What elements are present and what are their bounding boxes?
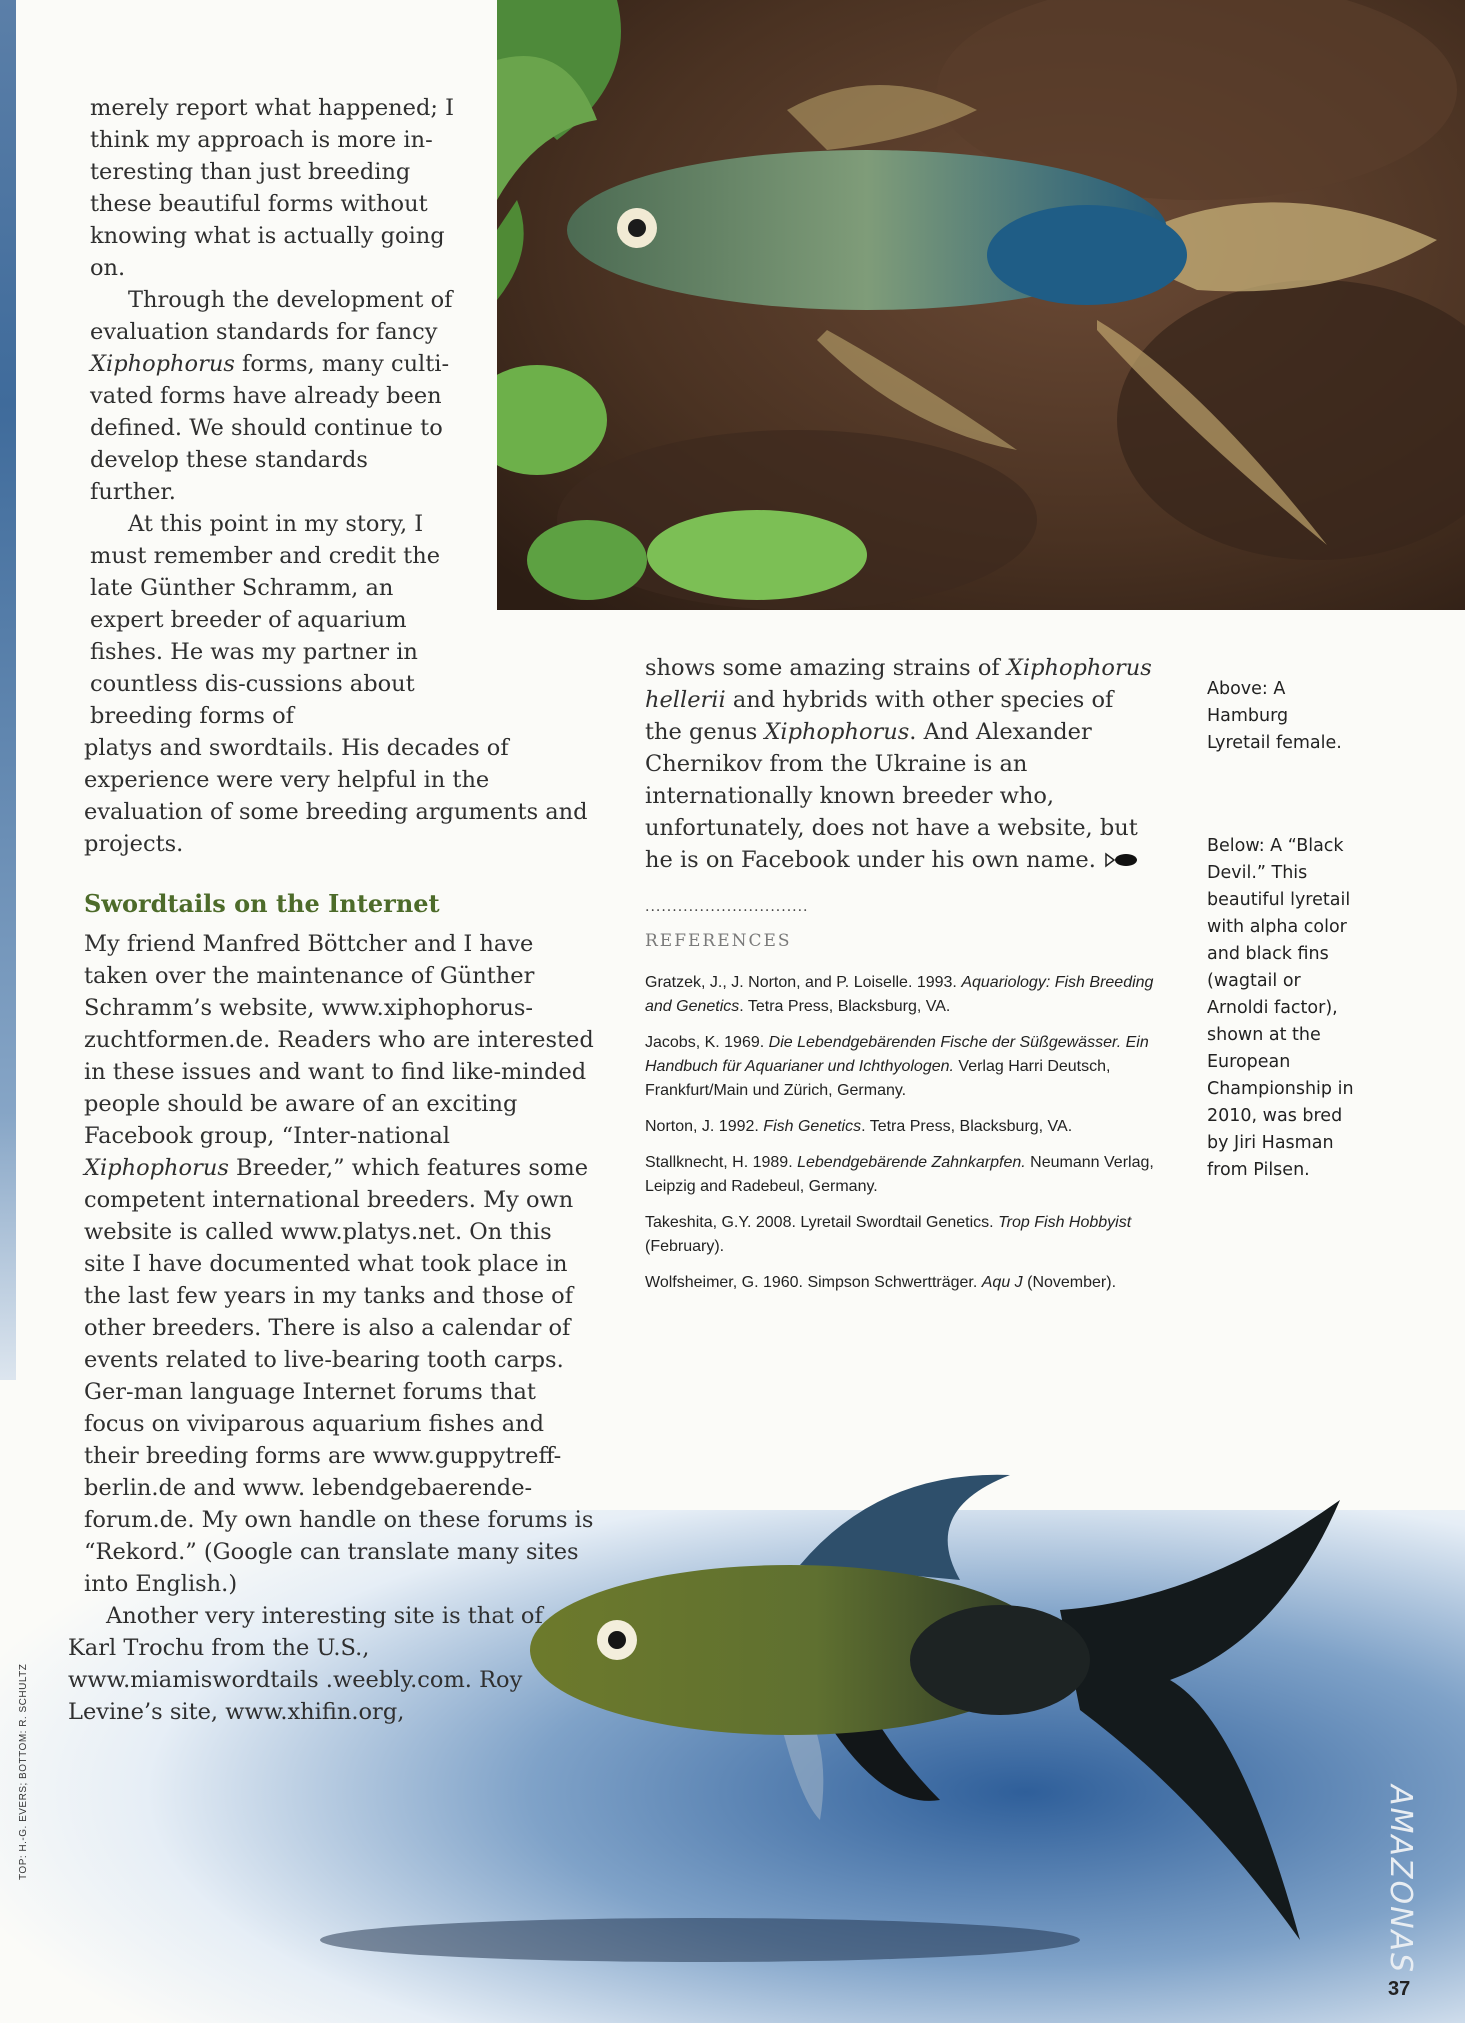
reference-title: Aquariology: Fish Breeding and Genetics — [645, 974, 1154, 1015]
photo-captions — [1207, 676, 1357, 1184]
paragraph-schramm-narrow: At this point in my story, I must remember and credit the late Günther Schramm, an expert breeder of aquarium fishes. He was my partner in countless dis-cussions about breeding forms of — [90, 511, 441, 729]
reference-text: Stallknecht, H. 1989. — [645, 1154, 798, 1171]
photo-credit: TOP: H.-G. EVERS; BOTTOM: R. SCHULTZ — [18, 1663, 29, 1880]
reference-text: Norton, J. 1992. — [645, 1118, 764, 1135]
paragraph-evaluation-standards — [90, 284, 460, 508]
paragraph-trochu: Another very interesting site is that of Karl Trochu from the U.S., www.miamiswordtails .weebly.com. Roy Levine’s site, www.xhifin.org, — [68, 1603, 543, 1725]
reference-title: Lebendgebärende Zahnkarpfen. — [797, 1154, 1026, 1171]
references-list — [645, 971, 1155, 1295]
genus-name: Xiphophorus — [84, 1155, 229, 1181]
column-right — [645, 652, 1155, 1307]
top-fish-photo — [497, 0, 1465, 610]
reference-item — [645, 1151, 1155, 1199]
paragraph-schramm-wide: platys and swordtails. His decades of experience were very helpful in the evaluation of some breeding arguments and projects. — [84, 735, 588, 857]
reference-text: Gratzek, J., J. Norton, and P. Loiselle. 1993. — [645, 974, 962, 991]
text-span: . And Alexander Chernikov from the Ukraine is an internationally known breeder who, unfortunately, does not have a website, but he is on Facebook under his own name. — [645, 719, 1138, 873]
caption-below: Below: A “Black Devil.” This beautiful lyretail with alpha color and black fins (wagtail or Arnoldi factor), shown at the European Championship in 2010, was bred by Jiri Hasman from Pilsen. — [1207, 836, 1354, 1180]
reference-publisher: (November). — [1022, 1274, 1117, 1291]
paragraph-intro: merely report what happened; I think my approach is more in-teresting than just breeding these beautiful forms without knowing what is actually going on. — [90, 95, 454, 281]
reference-item — [645, 1115, 1155, 1139]
text-span: Breeder,” which features some competent international breeders. My own website is called www.platys.net. On this site I have documented what took place in the last few years in my tanks and those of other breeders. There is also a calendar of events related to live-bearing tooth carps. Ger-man language Internet forums that focus on viviparous aquarium fishes and their breeding forms are www.guppytreff-berlin.de and www. lebendgebaerende-forum.de. My own handle on these forums is “Rekord.” (Google can translate many sites into English.) — [84, 1155, 594, 1597]
text-span: My friend Manfred Böttcher and I have taken over the maintenance of Günther Schramm’s website, www.xiphophorus-zuchtformen.de. Readers who are interested in these issues and want to find like-minded people should be aware of an exciting Facebook group, “Inter-national — [84, 931, 594, 1149]
reference-title: Aqu J — [981, 1274, 1023, 1291]
genus-name: Xiphophorus — [764, 719, 910, 745]
reference-publisher: (February). — [645, 1238, 725, 1255]
paragraph-continuation — [645, 652, 1155, 877]
reference-item — [645, 971, 1155, 1019]
reference-title: Die Lebendgebärenden Fische der Süßgewässer. Ein Handbuch für Aquarianer und Ichthyologen. — [645, 1034, 1149, 1075]
reference-item — [645, 1031, 1155, 1103]
text-span: forms, many culti-vated forms have already been defined. We should continue to develop these standards further. — [90, 351, 450, 505]
reference-text: Takeshita, G.Y. 2008. Lyretail Swordtail Genetics. — [645, 1214, 999, 1231]
text-span: and hybrids with other species of the genus — [645, 687, 1114, 745]
references-heading: REFERENCES — [645, 931, 792, 951]
page-number: 37 — [1388, 1978, 1411, 2000]
genus-name: Xiphophorus hellerii — [645, 655, 1152, 713]
magazine-logo: AMAZONAS — [1383, 1785, 1418, 1975]
reference-title: Fish Genetics — [763, 1118, 862, 1135]
column-left — [68, 92, 610, 1728]
reference-text: Wolfsheimer, G. 1960. Simpson Schwertträger. — [645, 1274, 982, 1291]
text-span: Through the development of evaluation standards for fancy — [90, 287, 453, 345]
reference-text: Jacobs, K. 1969. — [645, 1034, 769, 1051]
reference-publisher: Neumann Verlag, Leipzig and Radebeul, Germany. — [645, 1154, 1154, 1195]
reference-publisher: . Tetra Press, Blacksburg, VA. — [861, 1118, 1073, 1135]
text-span: shows some amazing strains of — [645, 655, 1007, 681]
genus-name: Xiphophorus — [90, 351, 235, 377]
reference-publisher: . Tetra Press, Blacksburg, VA. — [739, 998, 951, 1015]
reference-item — [645, 1271, 1155, 1295]
caption-above: Above: A Hamburg Lyretail female. — [1207, 679, 1342, 753]
section-heading: Swordtails on the Internet — [84, 889, 440, 918]
reference-item — [645, 1211, 1155, 1259]
paragraph-internet — [84, 928, 594, 1600]
reference-publisher: Verlag Harri Deutsch, Frankfurt/Main und Zürich, Germany. — [645, 1058, 1111, 1099]
references-divider: .............................. — [645, 899, 809, 915]
fish-end-mark-icon — [1104, 845, 1138, 877]
reference-title: Trop Fish Hobbyist — [998, 1214, 1132, 1231]
